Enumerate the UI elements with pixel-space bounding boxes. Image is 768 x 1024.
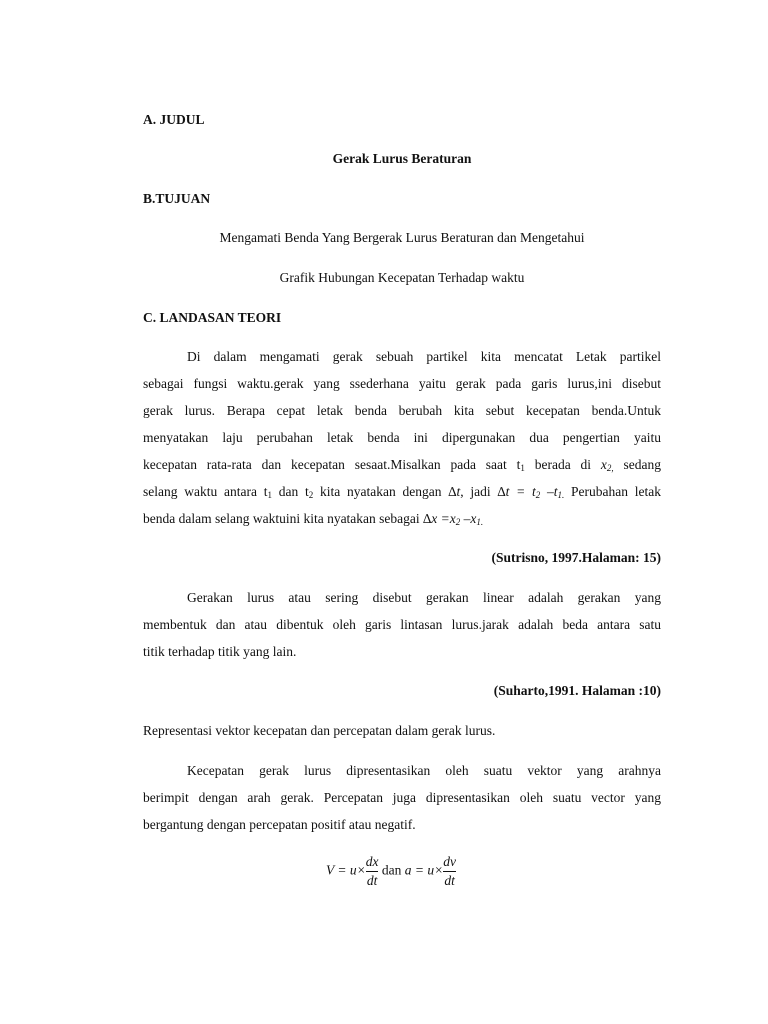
objective-line-1: Mengamati Benda Yang Bergerak Lurus Beraturan dan Mengetahui [219,230,585,245]
paragraph-4-line-2: berimpit dengan arah gerak. Percepatan juga dipresentasikan oleh suatu vector yang [143,790,661,805]
paragraph-3: Representasi vektor kecepatan dan percepatan dalam gerak lurus. [143,723,496,738]
paragraph-1-line-6: selang waktu antara $t_1$ dan $t_2$ kita nyatakan dengan ∆t, jadi $\Delta t = t_2$ $-t_{1.}$ Perubahan letak [143,484,662,500]
document-title: Gerak Lurus Beraturan [332,151,472,166]
velocity-acceleration-formula: V = u× $\frac{dx}{dt}$ dan a = u× $\frac{dv}{dt}$ [326,854,456,888]
objective-line-2: Grafik Hubungan Kecepatan Terhadap waktu [279,270,525,285]
paragraph-2-line-1: Gerakan lurus atau sering disebut gerakan linear adalah gerakan yang [187,590,661,605]
paragraph-1-line-2: sebagai fungsi waktu.gerak yang ssederhana yaitu gerak pada garis lurus,ini disebut [143,376,661,391]
section-b-heading: B.TUJUAN [143,191,211,206]
paragraph-1-line-4: menyatakan laju perubahan letak benda ini dipergunakan dua pengertian yaitu [143,430,661,445]
paragraph-1-line-3: gerak lurus. Berapa cepat letak benda berubah kita sebut kecepatan benda.Untuk [143,403,661,418]
paragraph-4-line-3: bergantung dengan percepatan positif atau negatif. [143,817,416,832]
paragraph-2-line-2: membentuk dan atau dibentuk oleh garis lintasan lurus.jarak adalah beda antara satu [143,617,661,632]
paragraph-2-line-3: titik terhadap titik yang lain. [143,644,297,659]
citation-sutrisno: (Sutrisno, 1997.Halaman: 15) [491,550,661,565]
paragraph-1-line-5: kecepatan rata-rata dan kecepatan sesaat.Misalkan pada saat $t_1$ berada di $x_{2,}$ sedang [143,457,661,473]
section-c-heading: C. LANDASAN TEORI [143,310,282,325]
paragraph-1-line-1: Di dalam mengamati gerak sebuah partikel kita mencatat Letak partikel [187,349,661,364]
fraction-dx-dt: $\frac{dx}{dt}$ [365,854,379,888]
paragraph-1-line-7: benda dalam selang waktuini kita nyatakan sebagai $\Delta x =x_2$ $-x_{1.}$ [143,511,484,527]
paragraph-4-line-1: Kecepatan gerak lurus dipresentasikan oleh suatu vektor yang arahnya [187,763,661,778]
citation-suharto: (Suharto,1991. Halaman :10) [493,683,661,698]
section-a-heading: A. JUDUL [143,112,205,127]
fraction-dv-dt: $\frac{dv}{dt}$ [443,854,456,888]
